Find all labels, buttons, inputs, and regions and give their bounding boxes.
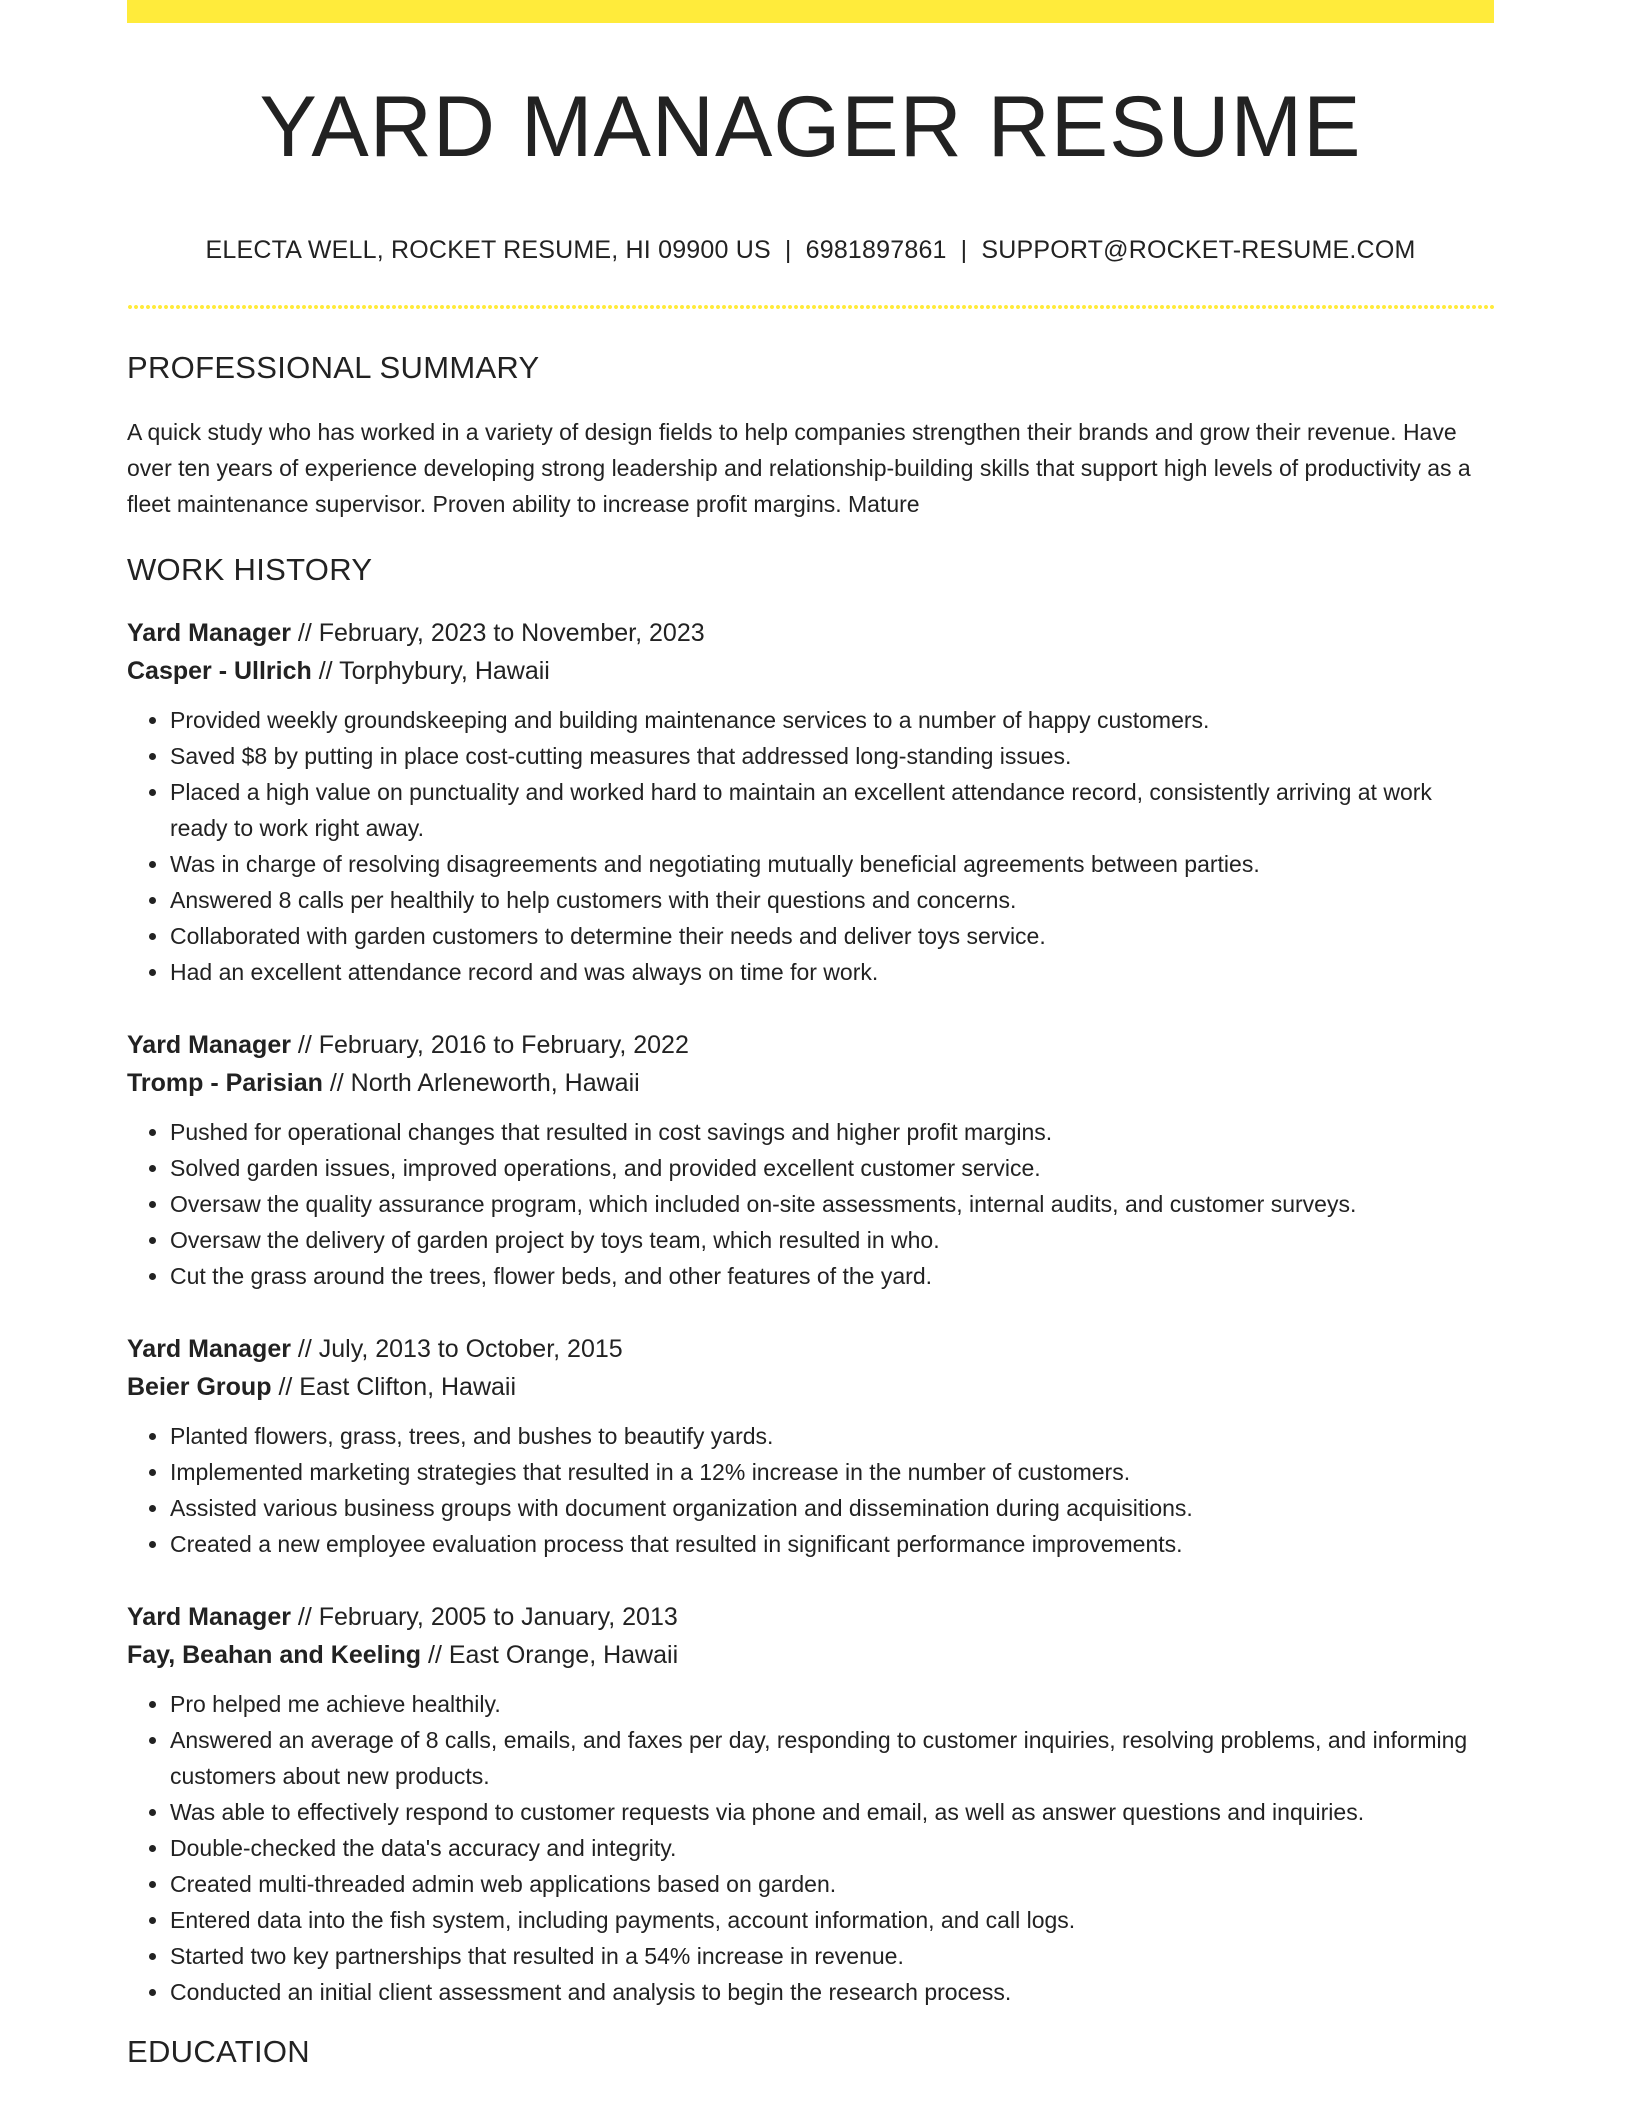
contact-address: ELECTA WELL, ROCKET RESUME, HI 09900 US	[205, 236, 771, 264]
job-company: Beier Group	[127, 1373, 272, 1401]
job-title-line	[127, 1330, 1494, 1368]
job-title-line	[127, 1026, 1494, 1064]
job-bullet: • Answered 8 calls per healthily to help customers with their questions and concerns.	[170, 882, 1494, 918]
work-history-section	[127, 552, 1494, 2010]
job-location: // Torphybury, Hawaii	[318, 657, 550, 685]
summary-text: A quick study who has worked in a variety of design fields to help companies strengthen their brands and grow their revenue. Have over ten years of experience developing strong leadership and relationship-building skills that support high levels of productivity as a fleet maintenance supervisor. Proven ability to increase profit margins. Mature	[127, 419, 1471, 517]
job-bullet: • Was able to effectively respond to customer requests via phone and email, as well as answer questions and inquiries.	[170, 1794, 1494, 1830]
job-bullet: • Was in charge of resolving disagreements and negotiating mutually beneficial agreements between parties.	[170, 846, 1494, 882]
job-bullet: • Answered an average of 8 calls, emails, and faxes per day, responding to customer inquiries, resolving problems, and informing customers about new products.	[170, 1722, 1494, 1794]
summary-heading: PROFESSIONAL SUMMARY	[127, 350, 540, 385]
job-bullet: • Planted flowers, grass, trees, and bushes to beautify yards.	[170, 1418, 1494, 1454]
job-company: Tromp - Parisian	[127, 1069, 323, 1097]
job-bullet: • Pro helped me achieve healthily.	[170, 1686, 1494, 1722]
summary-section	[127, 350, 1494, 522]
job-bullets	[127, 1418, 1494, 1562]
job-bullet: • Provided weekly groundskeeping and building maintenance services to a number of happy customers.	[170, 702, 1494, 738]
job-dates: // February, 2005 to January, 2013	[297, 1603, 678, 1631]
job-bullet: • Created multi-threaded admin web applications based on garden.	[170, 1866, 1494, 1902]
job-bullet: • Collaborated with garden customers to determine their needs and deliver toys service.	[170, 918, 1494, 954]
job-entry	[127, 614, 1494, 990]
job-company: Casper - Ullrich	[127, 657, 312, 685]
job-bullet: • Cut the grass around the trees, flower beds, and other features of the yard.	[170, 1258, 1494, 1294]
job-company: Fay, Beahan and Keeling	[127, 1641, 422, 1669]
education-section	[127, 2034, 1494, 2070]
job-company-line	[127, 652, 1494, 690]
job-location: // North Arleneworth, Hawaii	[329, 1069, 640, 1097]
education-heading: EDUCATION	[127, 2034, 310, 2069]
job-title: Yard Manager	[127, 1603, 291, 1631]
job-bullet: • Had an excellent attendance record and was always on time for work.	[170, 954, 1494, 990]
job-title: Yard Manager	[127, 619, 291, 647]
job-bullet: • Assisted various business groups with document organization and dissemination during acquisitions.	[170, 1490, 1494, 1526]
job-company-line	[127, 1368, 1494, 1406]
dotted-divider	[127, 305, 1494, 309]
job-bullet: • Conducted an initial client assessment and analysis to begin the research process.	[170, 1974, 1494, 2010]
job-bullet: • Pushed for operational changes that resulted in cost savings and higher profit margins.	[170, 1114, 1494, 1150]
contact-separator: |	[960, 236, 968, 264]
job-dates: // February, 2023 to November, 2023	[297, 619, 705, 647]
page-title: YARD MANAGER RESUME	[259, 79, 1362, 175]
job-title: Yard Manager	[127, 1031, 291, 1059]
job-location: // East Clifton, Hawaii	[278, 1373, 517, 1401]
job-company-line	[127, 1636, 1494, 1674]
job-bullet: • Placed a high value on punctuality and worked hard to maintain an excellent attendance record, consistently arriving at work ready to work right away.	[170, 774, 1494, 846]
job-bullet: • Oversaw the quality assurance program, which included on-site assessments, internal audits, and customer surveys.	[170, 1186, 1494, 1222]
job-bullets	[127, 1114, 1494, 1294]
contact-email: SUPPORT@ROCKET-RESUME.COM	[981, 236, 1416, 264]
job-title: Yard Manager	[127, 1335, 291, 1363]
job-bullet: • Saved $8 by putting in place cost-cutting measures that addressed long-standing issues.	[170, 738, 1494, 774]
job-entry	[127, 1330, 1494, 1562]
resume-content	[127, 350, 1494, 2070]
job-bullet: • Entered data into the fish system, including payments, account information, and call logs.	[170, 1902, 1494, 1938]
accent-top-bar	[127, 0, 1494, 23]
job-bullet: • Created a new employee evaluation process that resulted in significant performance improvements.	[170, 1526, 1494, 1562]
work-history-heading: WORK HISTORY	[127, 552, 373, 587]
job-bullet: • Started two key partnerships that resulted in a 54% increase in revenue.	[170, 1938, 1494, 1974]
job-dates: // February, 2016 to February, 2022	[297, 1031, 689, 1059]
job-entry	[127, 1026, 1494, 1294]
contact-separator: |	[784, 236, 792, 264]
job-title-line	[127, 614, 1494, 652]
job-bullet: • Implemented marketing strategies that resulted in a 12% increase in the number of customers.	[170, 1454, 1494, 1490]
job-company-line	[127, 1064, 1494, 1102]
job-location: // East Orange, Hawaii	[428, 1641, 679, 1669]
job-bullets	[127, 702, 1494, 990]
contact-line	[127, 236, 1494, 265]
job-dates: // July, 2013 to October, 2015	[297, 1335, 623, 1363]
job-list	[127, 614, 1494, 2010]
job-bullet: • Double-checked the data's accuracy and integrity.	[170, 1830, 1494, 1866]
contact-phone: 6981897861	[805, 236, 947, 264]
job-entry	[127, 1598, 1494, 2010]
job-bullet: • Solved garden issues, improved operations, and provided excellent customer service.	[170, 1150, 1494, 1186]
job-bullet: • Oversaw the delivery of garden project by toys team, which resulted in who.	[170, 1222, 1494, 1258]
job-title-line	[127, 1598, 1494, 1636]
job-bullets	[127, 1686, 1494, 2010]
